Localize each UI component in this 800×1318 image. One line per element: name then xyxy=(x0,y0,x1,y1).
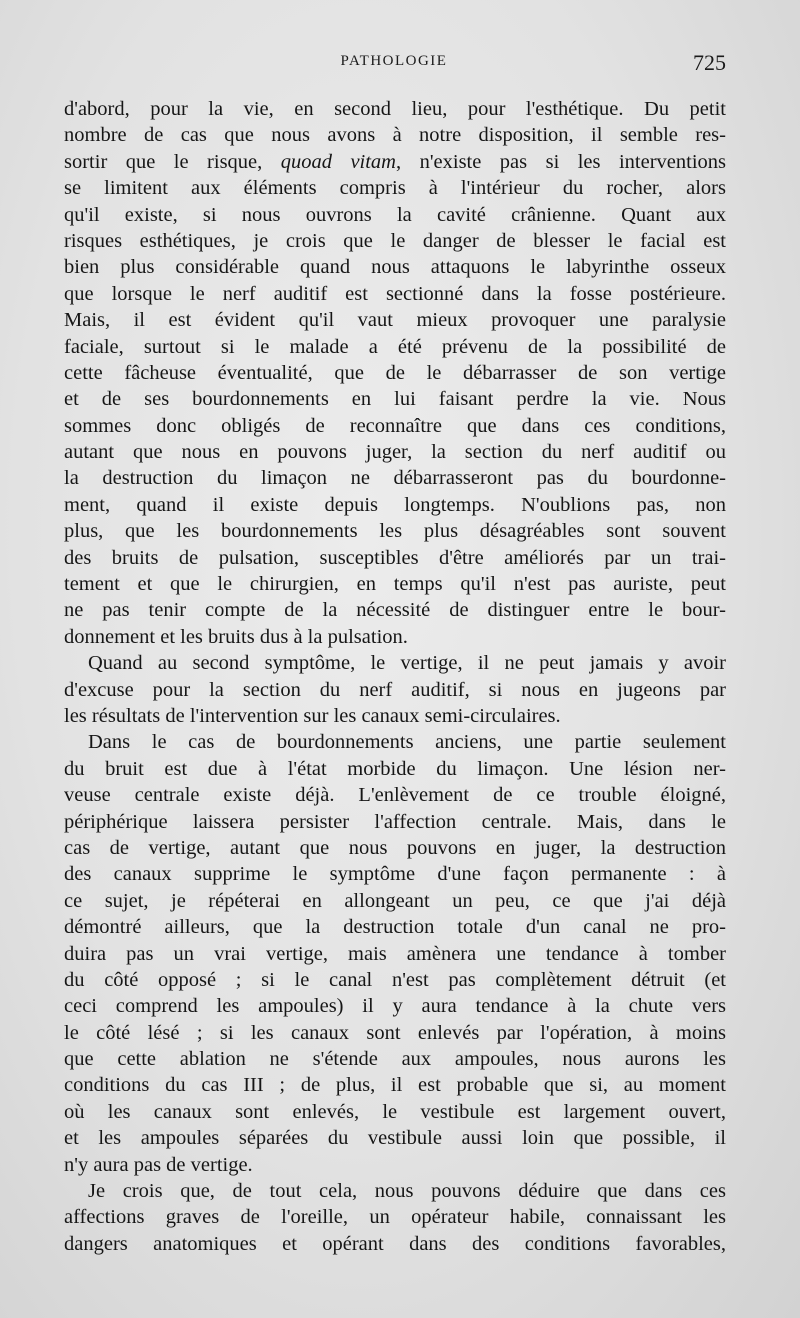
text-line: risques esthétiques, je crois que le danger de blesser le facial est xyxy=(64,229,726,252)
text-line: donnement et les bruits dus à la pulsation. xyxy=(64,625,408,648)
text-line: n'y aura pas de vertige. xyxy=(64,1153,253,1176)
latin-phrase: quoad vitam xyxy=(280,150,396,173)
page-header xyxy=(62,50,726,80)
text-line: ne pas tenir compte de la nécessité de distinguer entre le bour- xyxy=(64,599,726,622)
text-line: ment, quand il existe depuis longtemps. N'oublions pas, non xyxy=(64,493,726,516)
text-line: et les ampoules séparées du vestibule aussi loin que possible, il xyxy=(64,1127,726,1150)
text-line: ce sujet, je répéterai en allongeant un peu, ce que j'ai déjà xyxy=(64,889,726,912)
text-line: le côté lésé ; si les canaux sont enlevés par l'opération, à moins xyxy=(64,1021,726,1044)
text-line: plus, que les bourdonnements les plus désagréables sont souvent xyxy=(64,520,726,543)
text-line: du bruit est due à l'état morbide du limaçon. Une lésion ner- xyxy=(64,757,726,780)
text-line: nombre de cas que nous avons à notre disposition, il semble res- xyxy=(64,124,726,147)
text-line: où les canaux sont enlevés, le vestibule est largement ouvert, xyxy=(64,1100,726,1123)
text-line: que cette ablation ne s'étende aux ampoules, nous aurons les xyxy=(64,1048,726,1071)
text-line: bien plus considérable quand nous attaquons le labyrinthe osseux xyxy=(64,256,726,279)
text-line: faciale, surtout si le malade a été prévenu de la possibilité de xyxy=(64,335,726,358)
text-line: veuse centrale existe déjà. L'enlèvement de ce trouble éloigné, xyxy=(64,784,726,807)
text-line: la destruction du limaçon ne débarrasseront pas du bourdonne- xyxy=(64,467,726,490)
text-segment: , n'existe pas si les interventions xyxy=(396,150,726,173)
page-number: 725 xyxy=(693,50,726,75)
text-line: ceci comprend les ampoules) il y aura tendance à la chute vers xyxy=(64,995,726,1018)
text-line: du côté opposé ; si le canal n'est pas complètement détruit (et xyxy=(64,968,726,991)
text-line xyxy=(64,149,726,175)
text-line: autant que nous en pouvons juger, la section du nerf auditif ou xyxy=(64,441,726,464)
body-text xyxy=(64,96,726,1257)
text-line: duira pas un vrai vertige, mais amènera une tendance à tomber xyxy=(64,942,726,965)
text-line: affections graves de l'oreille, un opérateur habile, connaissant les xyxy=(64,1206,726,1229)
text-line: des canaux supprime le symptôme d'une façon permanente : à xyxy=(64,863,726,886)
text-line: tement et que le chirurgien, en temps qu'il n'est pas auriste, peut xyxy=(64,573,726,596)
text-line: des bruits de pulsation, susceptibles d'être améliorés par un trai- xyxy=(64,546,726,569)
text-line: se limitent aux éléments compris à l'intérieur du rocher, alors xyxy=(64,177,726,200)
text-line: Quand au second symptôme, le vertige, il ne peut jamais y avoir xyxy=(88,652,726,675)
text-line: les résultats de l'intervention sur les canaux semi-circulaires. xyxy=(64,704,561,727)
running-title: PATHOLOGIE xyxy=(340,53,448,69)
text-line: que lorsque le nerf auditif est sectionné dans la fosse postérieure. xyxy=(64,282,726,305)
text-line: sommes donc obligés de reconnaître que dans ces conditions, xyxy=(64,414,726,437)
text-line: Dans le cas de bourdonnements anciens, une partie seulement xyxy=(88,731,726,754)
text-segment: sortir que le risque, xyxy=(64,150,281,173)
text-line: et de ses bourdonnements en lui faisant perdre la vie. Nous xyxy=(64,388,726,411)
text-line: démontré ailleurs, que la destruction totale d'un canal ne pro- xyxy=(64,916,726,939)
text-line: périphérique laissera persister l'affection centrale. Mais, dans le xyxy=(64,810,726,833)
text-line: conditions du cas III ; de plus, il est probable que si, au moment xyxy=(64,1074,726,1097)
text-line: d'excuse pour la section du nerf auditif, si nous en jugeons par xyxy=(64,678,726,701)
text-line: cas de vertige, autant que nous pouvons en juger, la destruction xyxy=(64,836,726,859)
text-line: d'abord, pour la vie, en second lieu, pour l'esthétique. Du petit xyxy=(64,98,726,120)
text-line: dangers anatomiques et opérant dans des conditions favorables, xyxy=(64,1232,726,1255)
text-line: qu'il existe, si nous ouvrons la cavité crânienne. Quant aux xyxy=(64,203,726,226)
text-line: Mais, il est évident qu'il vaut mieux provoquer une paralysie xyxy=(64,309,726,332)
text-line: Je crois que, de tout cela, nous pouvons déduire que dans ces xyxy=(88,1180,726,1203)
text-line: cette fâcheuse éventualité, que de le débarrasser de son vertige xyxy=(64,361,726,384)
